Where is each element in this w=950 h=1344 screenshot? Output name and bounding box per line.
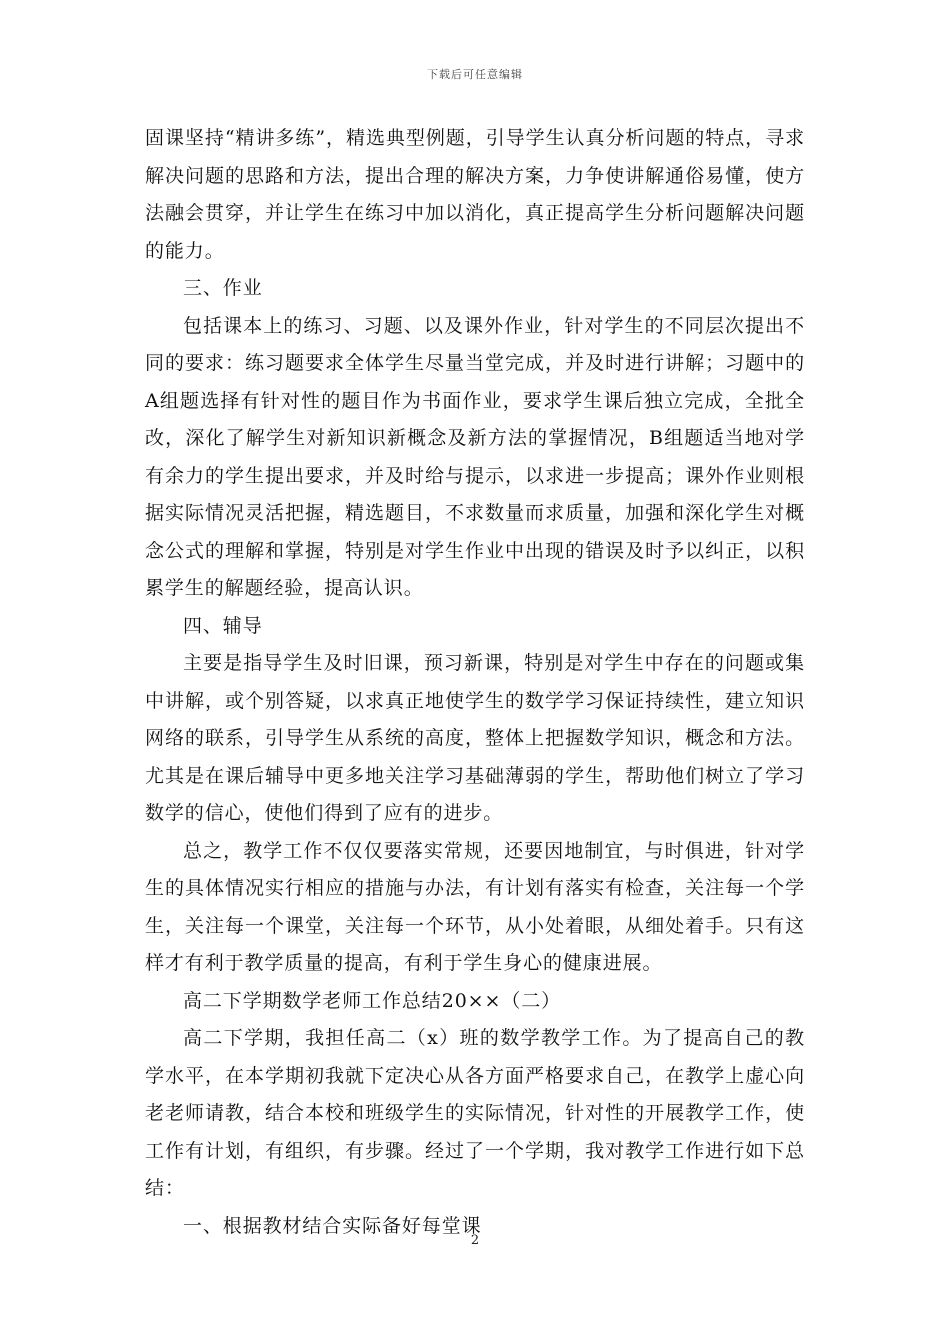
section-heading-lesson-prep: 一、根据教材结合实际备好每堂课 bbox=[183, 1214, 482, 1237]
paragraph-summary: 总之，教学工作不仅仅要落实常规，还要因地制宜，与时俱进，针对学生的具体情况实行相应的措施与办法，有计划有落实有检查，关注每一个学生，关注每一个课堂，关注每一个环节，从小处着眼，从细处着手。只有这样才有利于教学质量的提高，有利于学生身心的健康进展。 bbox=[145, 839, 805, 974]
section-heading-tutoring: 四、辅导 bbox=[183, 614, 263, 637]
page-number: 2 bbox=[470, 1233, 480, 1248]
section-heading-homework: 三、作业 bbox=[183, 277, 263, 299]
document-body bbox=[145, 120, 805, 1245]
paragraph-tutoring: 主要是指导学生及时旧课，预习新课，特别是对学生中存在的问题或集中讲解，或个别答疑，以求真正地使学生的数学学习保证持续性，建立知识网络的联系，引导学生从系统的高度，整体上把握数学知识，概念和方法。尤其是在课后辅导中更多地关注学习基础薄弱的学生，帮助他们树立了学习数学的信心，使他们得到了应有的进步。 bbox=[145, 652, 805, 824]
page-header: 下载后可任意编辑 bbox=[427, 68, 523, 81]
paragraph-intro: 高二下学期，我担任高二（x）班的数学教学工作。为了提高自己的教学水平，在本学期初我就下定决心从各方面严格要求自己，在教学上虚心向老老师请教，结合本校和班级学生的实际情况，针对性的开展教学工作，使工作有计划，有组织，有步骤。经过了一个学期，我对教学工作进行如下总结： bbox=[145, 1027, 805, 1199]
paragraph-homework: 包括课本上的练习、习题、以及课外作业，针对学生的不同层次提出不同的要求：练习题要求全体学生尽量当堂完成，并及时进行讲解；习题中的A组题选择有针对性的题目作为书面作业，要求学生课后独立完成，全批全改，深化了解学生对新知识新概念及新方法的掌握情况，B组题适当地对学有余力的学生提出要求，并及时给与提示，以求进一步提高；课外作业则根据实际情况灵活把握，精选题目，不求数量而求质量，加强和深化学生对概念公式的理解和掌握，特别是对学生作业中出现的错误及时予以纠正，以积累学生的解题经验，提高认识。 bbox=[145, 314, 805, 599]
document-subtitle: 高二下学期数学老师工作总结20××（二） bbox=[183, 989, 562, 1012]
paragraph-continuation: 固课坚持“精讲多练”，精选典型例题，引导学生认真分析问题的特点，寻求解决问题的思路和方法，提出合理的解决方案，力争使讲解通俗易懂，使方法融会贯穿，并让学生在练习中加以消化，真正提高学生分析问题解决问题的能力。 bbox=[145, 127, 805, 262]
